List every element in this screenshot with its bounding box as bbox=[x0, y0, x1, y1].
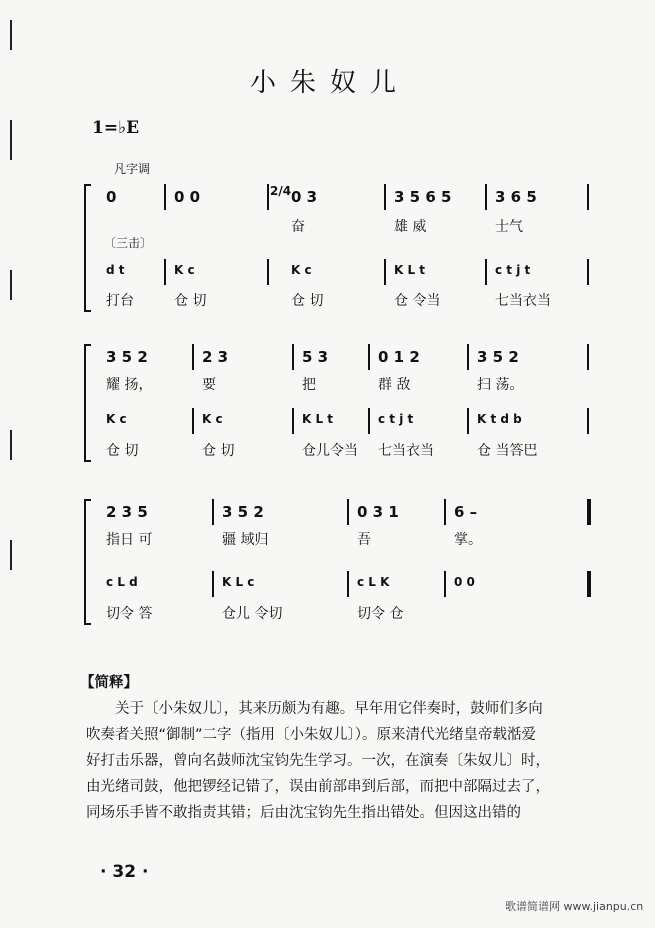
lyric: 耀 扬， bbox=[106, 377, 153, 393]
drum-note: d t bbox=[106, 263, 125, 277]
lyric: 吾 bbox=[357, 532, 371, 548]
margin-mark bbox=[10, 270, 12, 300]
drum-note: 0 0 bbox=[454, 575, 475, 589]
drum-note: K c bbox=[202, 412, 223, 426]
barline bbox=[587, 408, 589, 434]
melody-note: 6 – bbox=[454, 503, 478, 521]
drum-syllable: 仓 切 bbox=[202, 443, 235, 459]
lyric: 要 bbox=[202, 377, 216, 393]
drum-syllable: 切令 答 bbox=[106, 606, 153, 622]
drum-note: c L d bbox=[106, 575, 138, 589]
system-bracket bbox=[84, 499, 91, 625]
lyric: 奋 bbox=[291, 219, 305, 235]
lyric: 群 敌 bbox=[378, 377, 411, 393]
drum-note: K c bbox=[291, 263, 312, 277]
barline bbox=[368, 408, 370, 434]
drum-note: K L t bbox=[302, 412, 334, 426]
margin-mark bbox=[10, 540, 12, 570]
drum-syllable: 仓 切 bbox=[106, 443, 139, 459]
barline bbox=[267, 259, 269, 285]
lyric: 把 bbox=[302, 377, 316, 393]
drum-syllable: 七当衣当 bbox=[378, 443, 434, 459]
drum-note: c t j t bbox=[378, 412, 414, 426]
drum-syllable: 仓 令当 bbox=[394, 293, 441, 309]
drum-syllable: 仓儿 令切 bbox=[222, 606, 283, 622]
barline bbox=[368, 344, 370, 370]
drum-note: c L K bbox=[357, 575, 390, 589]
melody-note: 3 5 2 bbox=[477, 348, 519, 366]
notes-line: 关于〔小朱奴儿〕，其来历颇为有趣。早年用它伴奏时，鼓师们多向 bbox=[115, 701, 543, 717]
barline bbox=[192, 344, 194, 370]
drum-syllable: 仓儿令当 bbox=[302, 443, 358, 459]
notes-line: 好打击乐器，曾向名鼓师沈宝钧先生学习。一次，在演奏〔朱奴儿〕时， bbox=[86, 753, 550, 769]
melody-note: 3 6 5 bbox=[495, 188, 537, 206]
barline bbox=[267, 184, 269, 210]
barline bbox=[212, 571, 214, 597]
barline bbox=[467, 408, 469, 434]
barline bbox=[292, 408, 294, 434]
barline bbox=[384, 184, 386, 210]
lyric: 疆 域归 bbox=[222, 532, 269, 548]
notes-line: 吹奏者关照“御制”二字（指用〔小朱奴儿〕）。原来清代光绪皇帝载湉爱 bbox=[86, 727, 537, 743]
score-system-1 bbox=[92, 158, 582, 318]
melody-note: 5 3 bbox=[302, 348, 329, 366]
barline bbox=[587, 571, 591, 597]
barline bbox=[292, 344, 294, 370]
system-bracket bbox=[84, 344, 91, 462]
notes-line: 同场乐手皆不敢指责其错；后由沈宝钧先生指出错处。但因这出错的 bbox=[86, 805, 521, 821]
barline bbox=[384, 259, 386, 285]
key-signature: 1=♭E bbox=[92, 118, 140, 138]
melody-note: 3 5 2 bbox=[106, 348, 148, 366]
barline bbox=[485, 259, 487, 285]
lyric: 掌。 bbox=[454, 532, 482, 548]
drum-note: K L t bbox=[394, 263, 426, 277]
barline bbox=[444, 571, 446, 597]
drum-syllable: 打台 bbox=[106, 293, 134, 309]
lyric: 雄 威 bbox=[394, 219, 427, 235]
melody-note: 0 1 2 bbox=[378, 348, 420, 366]
drum-note: K c bbox=[174, 263, 195, 277]
lyric: 指日 可 bbox=[106, 532, 153, 548]
drum-note: K L c bbox=[222, 575, 255, 589]
margin-mark bbox=[10, 120, 12, 160]
drum-syllable: 仓 切 bbox=[174, 293, 207, 309]
barline bbox=[347, 571, 349, 597]
song-title: 小朱奴儿 bbox=[250, 68, 411, 98]
barline bbox=[587, 184, 589, 210]
lyric: 士气 bbox=[495, 219, 523, 235]
margin-mark bbox=[10, 20, 12, 50]
barline bbox=[164, 184, 166, 210]
barline bbox=[485, 184, 487, 210]
barline bbox=[444, 499, 446, 525]
barline bbox=[587, 499, 591, 525]
score-system-2 bbox=[92, 340, 582, 470]
drum-syllable: 仓 当答巴 bbox=[477, 443, 538, 459]
score-system-3 bbox=[92, 495, 582, 635]
barline bbox=[467, 344, 469, 370]
melody-note: 2 3 bbox=[202, 348, 229, 366]
melody-note: 0 bbox=[106, 188, 117, 206]
melody-note: 0 0 bbox=[174, 188, 201, 206]
percussion-label: 〔三击〕 bbox=[104, 236, 153, 250]
lyric: 扫 荡。 bbox=[477, 377, 524, 393]
notes-section bbox=[80, 670, 596, 826]
barline bbox=[587, 259, 589, 285]
barline bbox=[212, 499, 214, 525]
drum-syllable: 七当衣当 bbox=[495, 293, 551, 309]
watermark: 歌谱简谱网 www.jianpu.cn bbox=[505, 900, 644, 913]
notes-line: 由光绪司鼓，他把锣经记错了，误由前部串到后部，而把中部隔过去了， bbox=[86, 779, 550, 795]
barline bbox=[347, 499, 349, 525]
time-signature: 2/4 bbox=[270, 184, 292, 198]
barline bbox=[164, 259, 166, 285]
melody-note: 0 3 bbox=[291, 188, 318, 206]
mode-label: 凡字调 bbox=[114, 162, 151, 176]
barline bbox=[587, 344, 589, 370]
melody-note: 3 5 2 bbox=[222, 503, 264, 521]
melody-note: 0 3 1 bbox=[357, 503, 399, 521]
drum-note: K t d b bbox=[477, 412, 522, 426]
drum-note: K c bbox=[106, 412, 127, 426]
notes-heading: 【简释】 bbox=[80, 675, 138, 691]
drum-syllable: 切令 仓 bbox=[357, 606, 404, 622]
drum-note: c t j t bbox=[495, 263, 531, 277]
melody-note: 3 5 6 5 bbox=[394, 188, 452, 206]
page-number: · 32 · bbox=[100, 862, 149, 882]
drum-syllable: 仓 切 bbox=[291, 293, 324, 309]
barline bbox=[192, 408, 194, 434]
system-bracket bbox=[84, 184, 91, 312]
melody-note: 2 3 5 bbox=[106, 503, 148, 521]
margin-mark bbox=[10, 430, 12, 460]
